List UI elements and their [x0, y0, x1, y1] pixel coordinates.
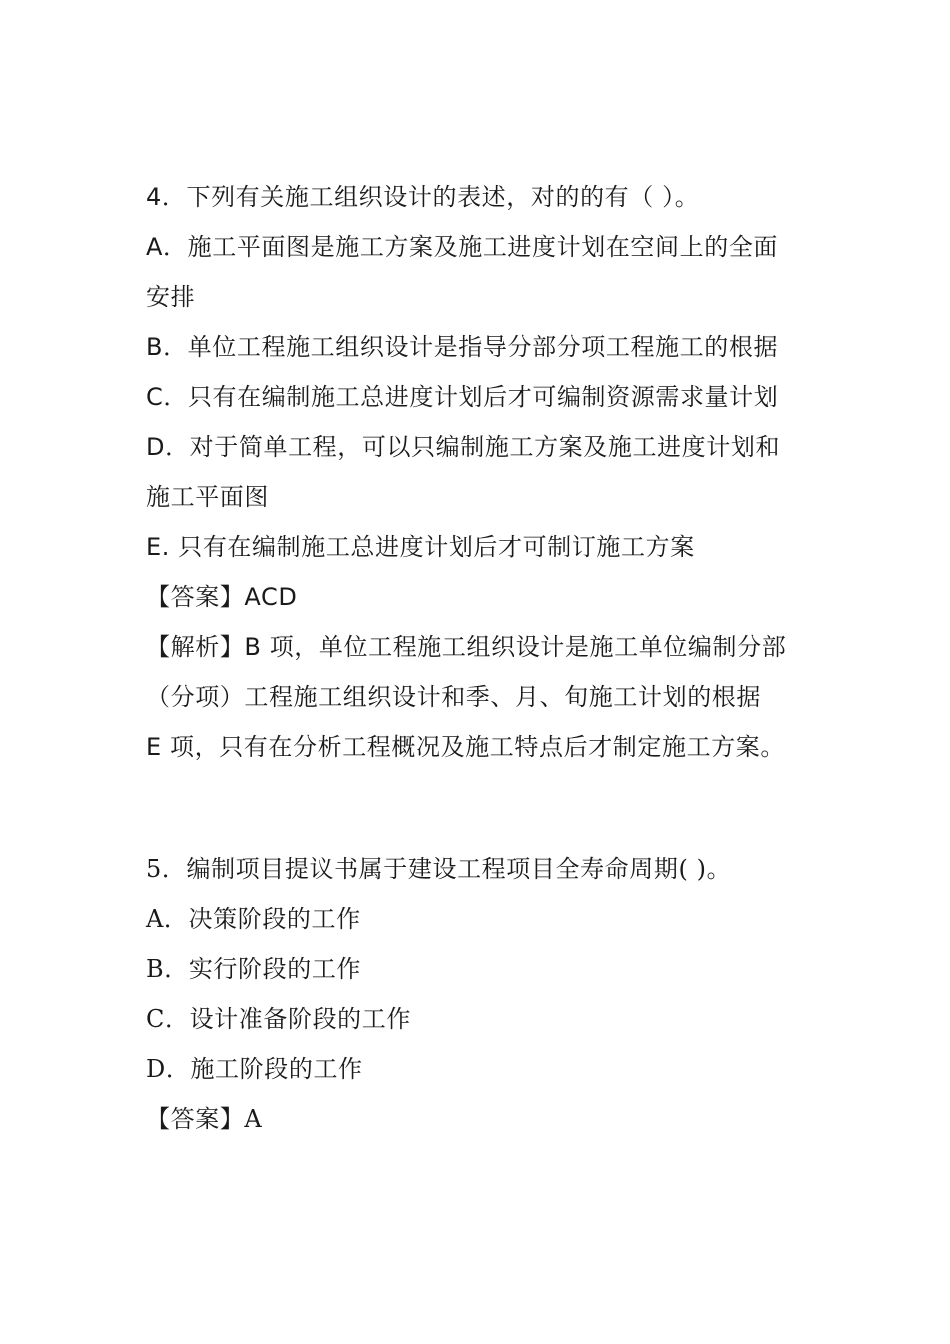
question-4-option-d-line2: 施工平面图	[146, 483, 269, 511]
question-4-option-d-line1: D．对于简单工程，可以只编制施工方案及施工进度计划和	[146, 433, 781, 461]
question-4-option-b: B．单位工程施工组织设计是指导分部分项工程施工的根据	[146, 333, 779, 361]
question-4-analysis-line2: （分项）工程施工组织设计和季、月、旬施工计划的根据	[146, 683, 761, 711]
question-4-stem: 4．下列有关施工组织设计的表述，对的的有（ ）。	[146, 183, 700, 211]
question-4-option-c: C．只有在编制施工总进度计划后才可编制资源需求量计划	[146, 383, 779, 411]
question-4-option-a-line1: A．施工平面图是施工方案及施工进度计划在空间上的全面	[146, 233, 779, 261]
question-4-option-a-line2: 安排	[146, 283, 196, 311]
question-5-stem: 5．编制项目提议书属于建设工程项目全寿命周期( )。	[146, 855, 732, 883]
question-4-analysis-line1: 【解析】B 项，单位工程施工组织设计是施工单位编制分部	[146, 633, 787, 661]
question-5-option-b: B．实行阶段的工作	[146, 955, 362, 983]
question-5-option-d: D．施工阶段的工作	[146, 1055, 363, 1083]
question-4-option-e: E. 只有在编制施工总进度计划后才可制订施工方案	[146, 533, 695, 561]
question-4-answer: 【答案】ACD	[146, 583, 298, 611]
question-4-analysis-line3: E 项，只有在分析工程概况及施工特点后才制定施工方案。	[146, 733, 785, 761]
question-5-answer: 【答案】A	[146, 1105, 263, 1133]
question-5-option-a: A．决策阶段的工作	[146, 905, 361, 933]
question-5-option-c: C．设计准备阶段的工作	[146, 1005, 411, 1033]
